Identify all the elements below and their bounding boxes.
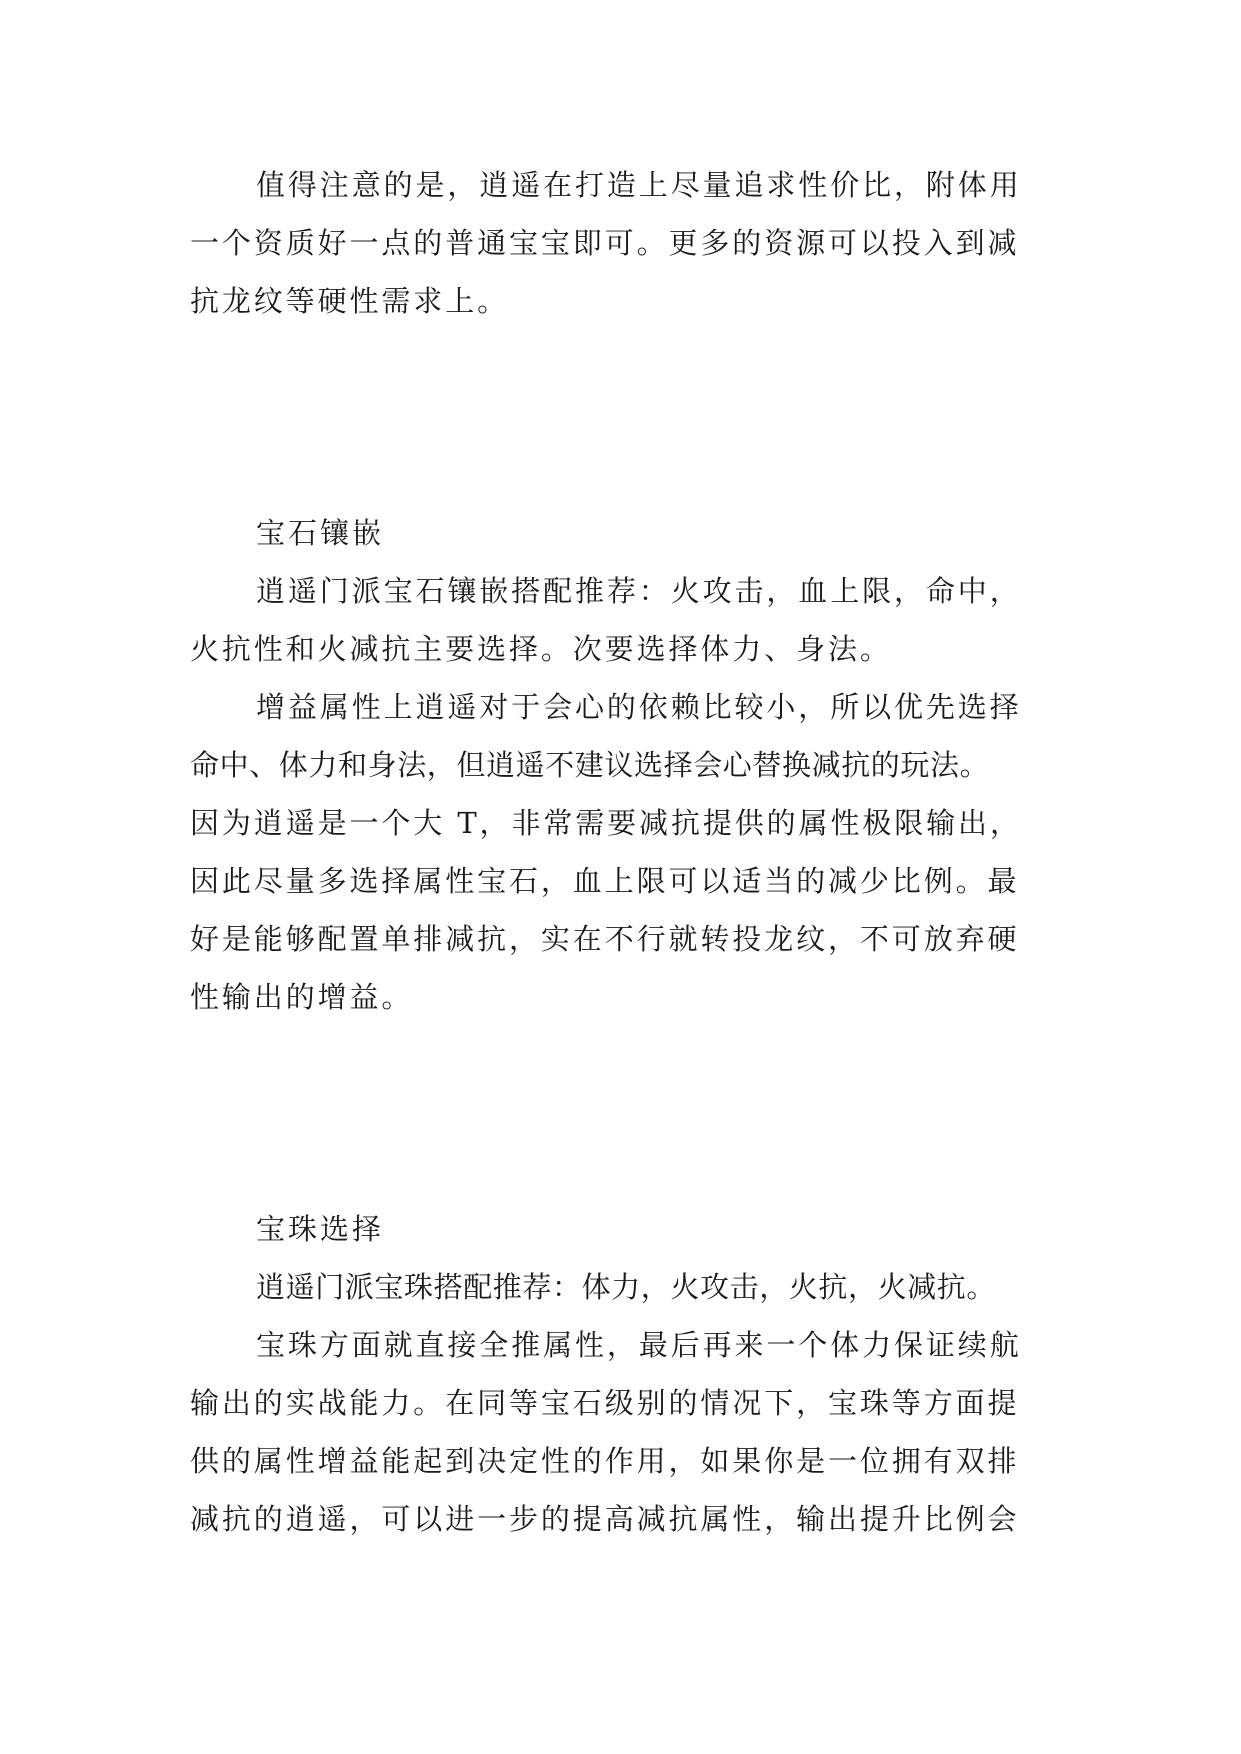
paragraph-line: 命中、体力和身法，但逍遥不建议选择会心替换减抗的玩法。 — [190, 748, 990, 782]
paragraph-line: 输出的实战能力。在同等宝石级别的情况下，宝珠等方面提 — [190, 1386, 1020, 1420]
paragraph-line: 增益属性上逍遥对于会心的依赖比较小，所以优先选择 — [256, 690, 1022, 724]
paragraph-line: 宝珠方面就直接全推属性，最后再来一个体力保证续航 — [256, 1328, 1022, 1362]
paragraph-line: 性输出的增益。 — [190, 980, 414, 1014]
paragraph-line: 一个资质好一点的普通宝宝即可。更多的资源可以投入到减 — [190, 226, 1020, 260]
paragraph-line: 好是能够配置单排减抗，实在不行就转投龙纹，不可放弃硬 — [190, 922, 1020, 956]
paragraph-line: 减抗的逍遥，可以进一步的提高减抗属性，输出提升比例会 — [190, 1502, 1020, 1536]
paragraph-line: 逍遥门派宝石镶嵌搭配推荐：火攻击，血上限，命中， — [256, 574, 1022, 608]
paragraph-line: 逍遥门派宝珠搭配推荐：体力，火攻击，火抗，火减抗。 — [256, 1270, 997, 1304]
section-heading-gem: 宝石镶嵌 — [256, 516, 385, 550]
paragraph-line: 值得注意的是，逍遥在打造上尽量追求性价比，附体用 — [256, 168, 1022, 202]
paragraph-line: 火抗性和火减抗主要选择。次要选择体力、身法。 — [190, 632, 892, 666]
paragraph-line: 因此尽量多选择属性宝石，血上限可以适当的减少比例。最 — [190, 864, 1020, 898]
paragraph-line: 供的属性增益能起到决定性的作用，如果你是一位拥有双排 — [190, 1444, 1020, 1478]
paragraph-line: 因为逍遥是一个大 T，非常需要减抗提供的属性极限输出， — [190, 806, 1022, 840]
paragraph-line: 抗龙纹等硬性需求上。 — [190, 284, 510, 318]
section-heading-pearl: 宝珠选择 — [256, 1212, 385, 1246]
